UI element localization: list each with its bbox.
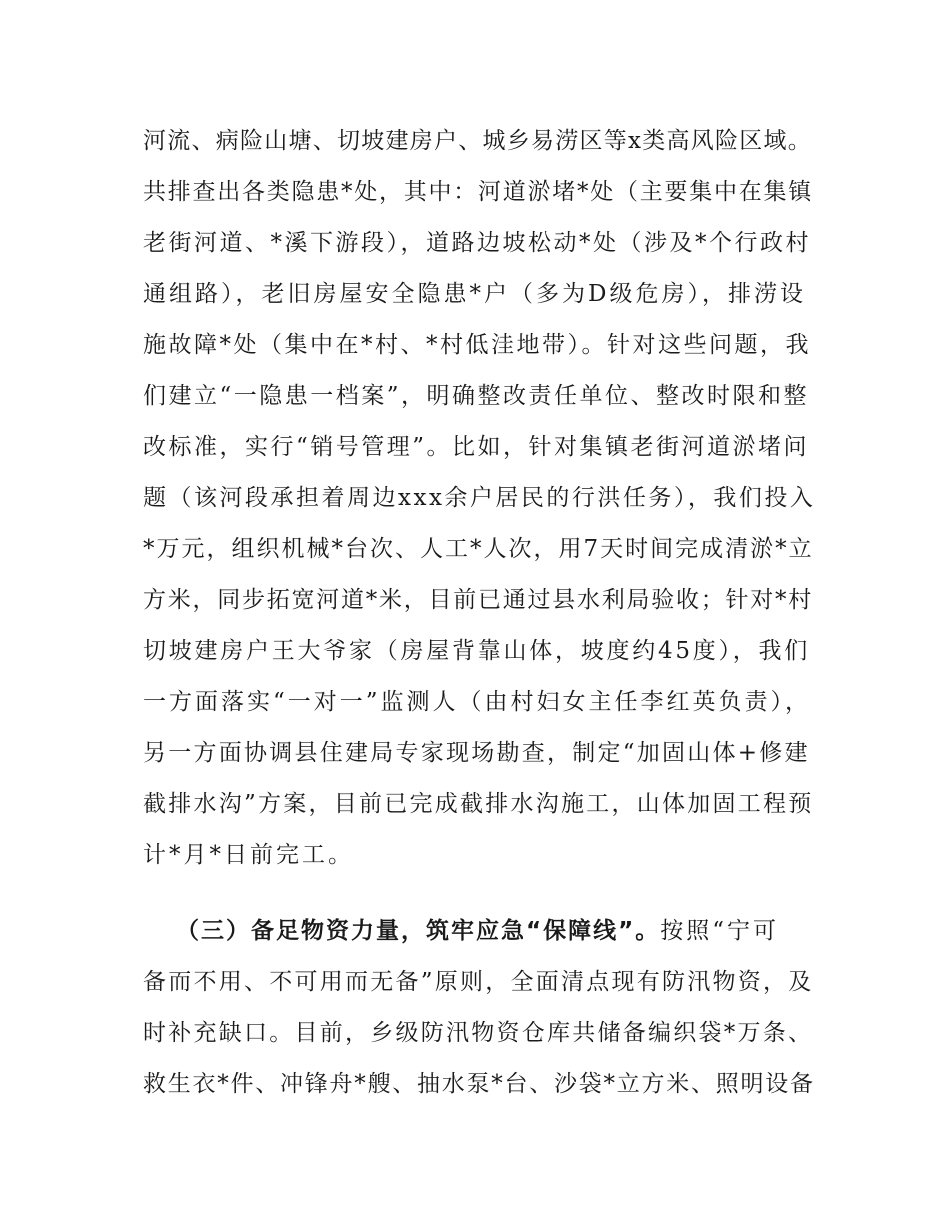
paragraph-line: 施故障*处（集中在*村、*村低洼地带）。针对这些问题，我 [143, 332, 811, 358]
paragraph-line: 方米，同步拓宽河道*米，目前已通过县水利局验收；针对*村 [143, 587, 813, 613]
paragraph-line: 时补充缺口。目前，乡级防汛物资仓库共储备编织袋*万条、 [143, 1020, 814, 1046]
paragraph-line: 题（该河段承担着周边xxx余户居民的行洪任务），我们投入 [143, 485, 816, 511]
paragraph-line: 截排水沟”方案，目前已完成截排水沟施工，山体加固工程预 [143, 791, 814, 817]
section-heading-continuation: 按照“宁可 [660, 918, 779, 944]
paragraph-line: 计*月*日前完工。 [143, 842, 354, 868]
paragraph-line: 通组路），老旧房屋安全隐患*户（多为D级危房），排涝设 [143, 281, 806, 307]
paragraph-line: *万元，组织机械*台次、人工*人次，用7天时间完成清淤*立 [143, 536, 814, 562]
paragraph-line: 救生衣*件、冲锋舟*艘、抽水泵*台、沙袋*立方米、照明设备 [143, 1071, 815, 1097]
paragraph-line: 改标准，实行“销号管理”。比如，针对集镇老街河道淤堵问 [143, 434, 810, 460]
paragraph-line: 切坡建房户王大爷家（房屋背靠山体，坡度约45度），我们 [143, 638, 811, 664]
paragraph-line: 们建立“一隐患一档案”，明确整改责任单位、整改时限和整 [143, 383, 810, 409]
paragraph-line: 老街河道、*溪下游段），道路边坡松动*处（涉及*个行政村 [143, 230, 811, 256]
paragraph-line: 备而不用、不可用而无备”原则，全面清点现有防汛物资，及 [143, 969, 814, 995]
section-heading: （三）备足物资力量，筑牢应急“保障线”。 [176, 918, 661, 944]
paragraph-line: 另一方面协调县住建局专家现场勘查，制定“加固山体+修建 [143, 740, 810, 766]
paragraph-line: 河流、病险山塘、切坡建房户、城乡易涝区等x类高风险区域。 [143, 128, 812, 154]
section-heading-line [176, 916, 779, 946]
paragraph-line: 一方面落实“一对一”监测人（由村妇女主任李红英负责）， [143, 689, 812, 715]
paragraph-line: 共排查出各类隐患*处，其中：河道淤堵*处（主要集中在集镇 [143, 179, 813, 205]
